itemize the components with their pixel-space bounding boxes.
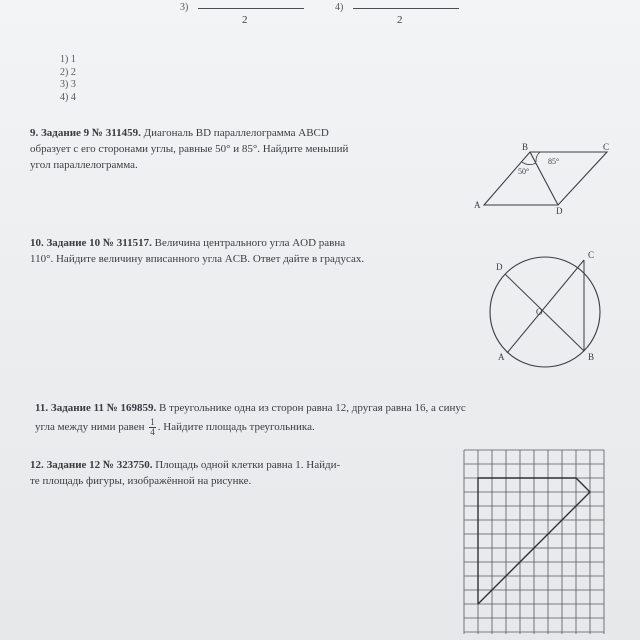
- task-10-line-2: 110°. Найдите величину вписанного угла ACB. Ответ дайте в градусах.: [30, 253, 365, 265]
- top-option-3-label: 3): [180, 2, 189, 13]
- angle-85-label: 85°: [548, 157, 560, 166]
- point-b-label: B: [588, 352, 595, 362]
- top-option-3-fraction-bar: [198, 8, 304, 9]
- task-9-parallelogram-figure: [470, 140, 620, 215]
- task-9-text: [30, 125, 470, 173]
- task-11-line-2-end: . Найдите площадь треугольника.: [157, 421, 315, 434]
- task-10-heading: 10. Задание 10 № 311517.: [30, 237, 152, 249]
- task-11-line-2-text: угла между ними равен: [35, 421, 145, 434]
- task-11-text: [35, 400, 620, 437]
- task-12-grid-figure: [462, 448, 612, 638]
- point-o-label: O: [536, 307, 543, 317]
- task-9-line-1-text: Диагональ BD параллелограмма ABCD: [143, 127, 329, 139]
- parallelogram: [484, 152, 607, 205]
- angle-arc-50: [522, 162, 536, 165]
- task-12-heading: 12. Задание 12 № 323750.: [30, 459, 153, 471]
- task-11-line-2: [35, 418, 620, 437]
- vertex-d-label: D: [556, 206, 563, 215]
- task-12-line-1: [30, 457, 455, 473]
- answer-option: 1) 1: [60, 54, 76, 65]
- vertex-b-label: B: [522, 142, 529, 152]
- task-12-line-1-text: Площадь одной клетки равна 1. Найди-: [155, 459, 341, 471]
- top-option-4: [335, 0, 465, 32]
- task-9-heading: 9. Задание 9 № 311459.: [30, 127, 141, 139]
- point-d-label: D: [496, 262, 503, 272]
- task-11-line-1-text: В треугольнике одна из сторон равна 12, другая равна 16, а синус: [159, 402, 466, 414]
- chord-db: [505, 274, 584, 351]
- top-option-4-fraction-bar: [353, 8, 459, 9]
- task-9-line-3: угол параллелограмма.: [30, 159, 138, 171]
- point-c-label: C: [588, 250, 595, 260]
- top-option-3-value: 2: [242, 14, 248, 26]
- task-11-heading: 11. Задание 11 № 169859.: [35, 402, 157, 414]
- sine-fraction: [149, 418, 156, 437]
- task-9-line-2: образует с его сторонами углы, равные 50° и 85°. Найдите меньший: [30, 143, 349, 155]
- task-10-text: [30, 235, 475, 267]
- top-option-3: [180, 0, 310, 32]
- fraction-numerator: 1: [150, 417, 155, 427]
- point-a-label: A: [498, 352, 505, 362]
- fraction-denominator: 4: [150, 427, 155, 437]
- top-option-4-label: 4): [335, 2, 344, 13]
- task-11-line-1: [35, 400, 620, 416]
- vertex-c-label: C: [603, 142, 610, 152]
- task-9-line-1: [30, 125, 470, 141]
- answer-option: 3) 3: [60, 79, 76, 90]
- answer-option: 4) 4: [60, 91, 76, 103]
- answer-options: [60, 54, 120, 104]
- task-12-text: [30, 457, 455, 489]
- task-10-line-1: [30, 235, 475, 251]
- answer-option: 2) 2: [60, 66, 76, 78]
- vertex-a-label: A: [474, 200, 481, 210]
- angle-50-label: 50°: [518, 167, 530, 176]
- top-option-4-value: 2: [397, 14, 403, 26]
- task-12-line-2: те площадь фигуры, изображённой на рисунке.: [30, 475, 252, 487]
- angle-arc-85: [536, 152, 540, 162]
- task-10-line-1-text: Величина центрального угла AOD равна: [154, 237, 346, 249]
- task-10-circle-figure: [480, 240, 610, 370]
